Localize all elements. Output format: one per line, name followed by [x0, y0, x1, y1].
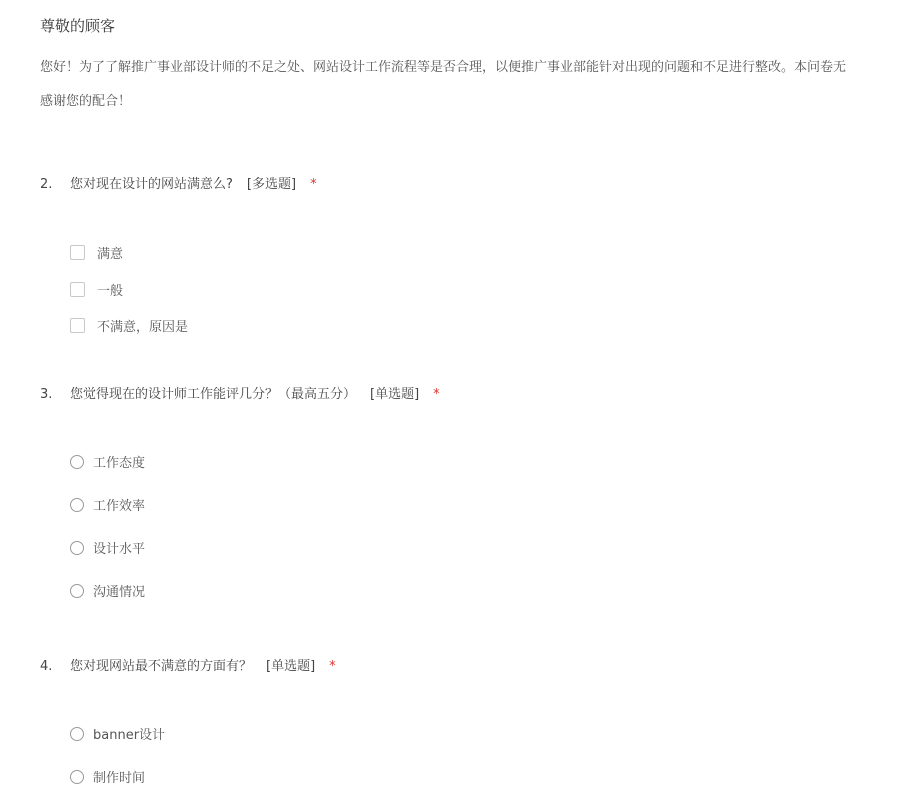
option-label: 满意: [97, 247, 124, 262]
option-checkbox[interactable]: [70, 280, 123, 299]
required-marker: *: [329, 659, 336, 674]
radio-icon[interactable]: [70, 541, 84, 555]
question-number: 2.: [40, 177, 53, 192]
checkbox-icon[interactable]: [70, 318, 85, 333]
option-label: 工作态度: [93, 456, 146, 471]
question-type: [多选题]: [246, 177, 297, 192]
option-label: 一般: [97, 284, 124, 299]
option-radio[interactable]: [70, 452, 145, 471]
question-4: [40, 655, 336, 674]
option-label: banner设计: [93, 728, 166, 743]
question-3: [40, 383, 440, 402]
option-radio[interactable]: [70, 767, 145, 786]
radio-icon[interactable]: [70, 770, 84, 784]
option-label: 工作效率: [93, 499, 146, 514]
question-number: 4.: [40, 659, 53, 674]
checkbox-icon[interactable]: [70, 282, 85, 297]
option-checkbox[interactable]: [70, 316, 188, 335]
radio-icon[interactable]: [70, 498, 84, 512]
option-radio[interactable]: [70, 724, 165, 743]
required-marker: *: [433, 387, 440, 402]
required-marker: *: [310, 177, 317, 192]
question-number: 3.: [40, 387, 53, 402]
question-text: 您觉得现在的设计师工作能评几分？（最高五分）: [70, 387, 357, 402]
option-radio[interactable]: [70, 581, 145, 600]
option-label: 不满意，原因是: [97, 320, 189, 335]
radio-icon[interactable]: [70, 584, 84, 598]
option-label: 沟通情况: [93, 585, 146, 600]
option-label: 设计水平: [93, 542, 146, 557]
option-radio[interactable]: [70, 538, 145, 557]
survey-intro-line-1: 您好！为了了解推广事业部设计师的不足之处、网站设计工作流程等是否合理，以便推广事业部能针对出现的问题和不足进行整改。本问卷无: [40, 60, 847, 75]
question-type: [单选题]: [370, 387, 420, 402]
question-type: [单选题]: [266, 659, 316, 674]
survey-greeting: 尊敬的顾客: [40, 17, 116, 35]
survey-intro-line-2: 感谢您的配合！: [40, 94, 132, 109]
checkbox-icon[interactable]: [70, 245, 85, 260]
option-checkbox[interactable]: [70, 243, 123, 262]
radio-icon[interactable]: [70, 727, 84, 741]
option-label: 制作时间: [93, 771, 146, 786]
radio-icon[interactable]: [70, 455, 84, 469]
option-radio[interactable]: [70, 495, 145, 514]
question-text: 您对现在设计的网站满意么?: [70, 177, 233, 192]
question-text: 您对现网站最不满意的方面有？: [70, 659, 253, 674]
question-2: [40, 173, 317, 192]
